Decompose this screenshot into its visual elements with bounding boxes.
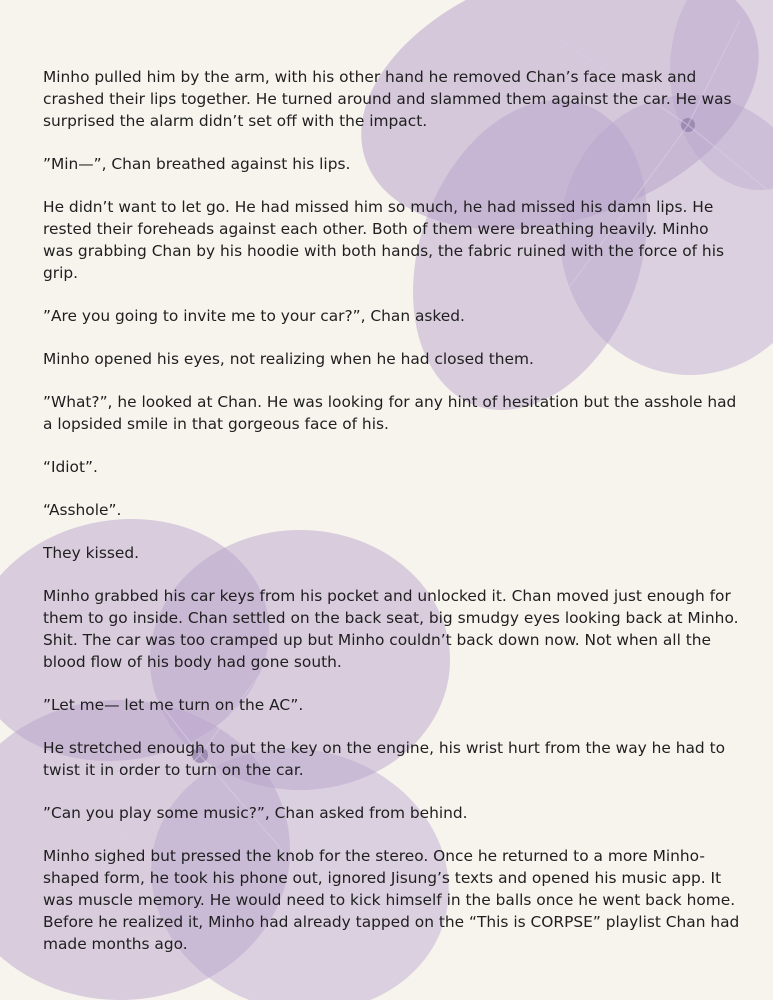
paragraph-6: ”What?”, he looked at Chan. He was looking for any hint of hesitation but the asshole had a lopsided smile in that gorgeous face of his. [43, 393, 737, 433]
paragraph-3: He didn’t want to let go. He had missed him so much, he had missed his damn lips. He rested their foreheads against each other. Both of them were breathing heavily. Minho was grabbing Chan by his hoodie with both hands, the fabric ruined with the force of his grip. [43, 198, 724, 282]
paragraph-11: ”Let me— let me turn on the AC”. [43, 696, 304, 714]
paragraph-2: ”Min—”, Chan breathed against his lips. [43, 155, 351, 173]
paragraph-8: “Asshole”. [43, 501, 122, 519]
paragraph-1: Minho pulled him by the arm, with his other hand he removed Chan’s face mask and crashed their lips together. He turned around and slammed them against the car. He was surprised the alarm didn’t set off with the impact. [43, 68, 732, 130]
paragraph-12: He stretched enough to put the key on the engine, his wrist hurt from the way he had to twist it in order to turn on the car. [43, 739, 726, 779]
story-page [43, 66, 743, 976]
paragraph-4: ”Are you going to invite me to your car?”, Chan asked. [43, 307, 465, 325]
paragraph-9: They kissed. [43, 544, 139, 562]
paragraph-10: Minho grabbed his car keys from his pocket and unlocked it. Chan moved just enough for them to go inside. Chan settled on the back seat, big smudgy eyes looking back at Minho. Shit. The car was too cramped up but Minho couldn’t back down now. Not when all the blood flow of his body had gone south. [43, 587, 739, 671]
paragraph-13: ”Can you play some music?”, Chan asked from behind. [43, 804, 468, 822]
paragraph-14: Minho sighed but pressed the knob for the stereo. Once he returned to a more Minho-shaped form, he took his phone out, ignored Jisung’s texts and opened his music app. It was muscle memory. He would need to kick himself in the balls once he went back home. Before he realized it, Minho had already tapped on the “This is CORPSE” playlist Chan had made months ago. [43, 847, 740, 953]
paragraph-7: “Idiot”. [43, 458, 98, 476]
paragraph-5: Minho opened his eyes, not realizing when he had closed them. [43, 350, 534, 368]
